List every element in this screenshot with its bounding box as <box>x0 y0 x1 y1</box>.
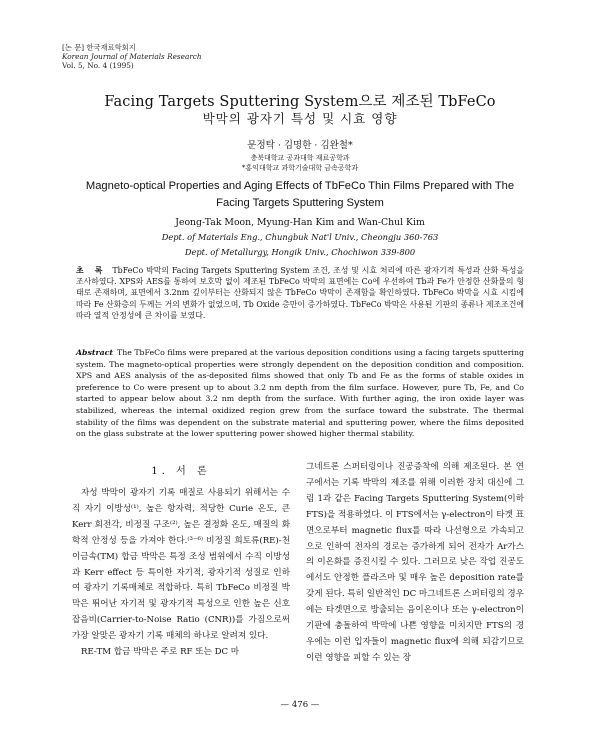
page-number: — 476 — <box>280 700 320 710</box>
abstract-ko-text: TbFeCo 박막의 Facing Targets Sputtering System 조건, 조성 및 시효 처리에 따른 광자기적 특성과 산화 특성을 조사하였다. XPS와 AES를 통하여 보호막 없이 제조된 TbFeCo 박막의 표면에는 Co에 우선하여 Tb과 Fe가 안정한 산화물의 형태로 존재하며, 표면에서 3.2nm 깊이부터는 산화되지 않은 TbFeCo 박막이 존재함을 확인하였다. TbFeCo 박막을 시효 시킴에 따라 Fe 산화층의 두께는 거의 변화가 없었으며, Tb Oxide 층만이 증가하였다. TbFeCo 박막은 사용된 기판의 종류나 제조조건에 따라 열적 안정성에 큰 차이를 보였다. <box>76 266 524 320</box>
authors-ko: 문정탁 · 김명한 · 김완철* <box>247 140 353 151</box>
abstract-ko-label: 초 록 <box>76 266 107 275</box>
affiliation-ko-2: *홍익대학교 과학기술대학 금속공학과 <box>241 164 359 172</box>
title-en: Magneto-optical Properties and Aging Effects of TbFeCo Thin Films Prepared with The Facing Targets Sputtering System <box>85 180 515 209</box>
abstract-en-text: The TbFeCo films were prepared at the various deposition conditions using a facing targets sputtering system. The magneto-optical properties were strongly dependent on the deposition condition and composition. XPS and AES analysis of the as-deposited films showed that only Tb and Fe as the forms of stable oxides in preference to Co were present up to about 3.2 nm depth from the film surface. However, pure Tb, Fe, and Co started to appear below about 3.2 nm depth from the surface. With further aging, the iron oxide layer was stabilized, whereas the internal oxidized region grew from the surface toward the substrate. The thermal stability of the films was dependent on the substrate material and sputtering power, where the films deposited on the glass substrate at the lower sputtering power showed higher thermal stability. <box>76 348 524 439</box>
title-ko-line1: Facing Targets Sputtering System으로 제조된 TbFeCo <box>104 94 496 110</box>
journal-volume: Vol. 5, No. 4 (1995) <box>62 61 134 70</box>
right-column <box>306 460 524 667</box>
left-column <box>72 486 290 661</box>
journal-name-en: Korean Journal of Materials Research <box>62 52 202 61</box>
title-ko-line2: 박막의 광자기 특성 및 시효 영향 <box>202 111 398 126</box>
left-paragraph-2: RE-TM 합금 박막은 주로 RF 또는 DC 마 <box>81 647 240 658</box>
journal-header <box>62 43 202 70</box>
section-heading-introduction: 1. 서 론 <box>151 466 211 477</box>
right-paragraph: 그네트론 스퍼터링이나 진공증착에 의해 제조된다. 본 연구에서는 기록 박막의 제조를 위해 이러한 장치 대신에 그림 1과 같은 Facing Targets Sputtering System(이하 FTS)을 적용하였다. 이 FTS에서는 γ-electron이 타겟 표면으로부터 magnetic flux를 따라 나선형으로 가속되고 으로 인하여 전자의 경로는 증가하게 되어 전자가 Ar가스의 이온화를 증진시킬 수 있다. 그러므로 낮은 작업 진공도에서도 안정한 플라즈마 및 매우 높은 deposition rate를 갖게 된다. 특히 일반적인 DC 마그네트론 스퍼터링의 경우에는 타겟면으로 방출되는 음이온이나 또는 γ-electron이 기판에 충돌하여 박막에 나쁜 영향을 미치지만 FTS의 경우에는 이런 입자들이 magnetic flux에 의해 되감기므로 이런 영향을 피할 수 있는 장 <box>306 462 524 663</box>
affiliation-en-2: Dept. of Metallurgy, Hongik Univ., Chochiwon 339-800 <box>184 247 416 257</box>
affiliations-ko <box>0 153 600 173</box>
authors-en: Jeong-Tak Moon, Myung-Han Kim and Wan-Chul Kim <box>175 217 425 228</box>
abstract-ko <box>76 265 524 321</box>
left-paragraph-1: 자성 박막이 광자기 기록 매질로 사용되기 위해서는 수직 자기 이방성⁽¹⁾, 높은 항자력, 적당한 Curie 온도, 큰 Kerr 회전각, 비정질 구조⁽²⁾, 높은 결정화 온도, 매질의 화학적 안정성 등을 가져야 한다.⁽³⁻⁶⁾ 비정질 희토류(RE)-천이금속(TM) 합금 박막은 특정 조성 범위에서 수직 이방성과 Kerr effect 등 특이한 자기적, 광자기적 성질로 인하여 광자기 기록매체로 적합하다. 특히 TbFeCo 비정질 박막은 뛰어난 자기적 및 광자기적 특성으로 인한 높은 신호잡음비(Carrier-to-Noise Ratio (CNR))를 가짐으로써 가장 알맞은 광자기 기록 매체의 하나로 알려져 있다. <box>72 488 290 642</box>
abstract-en <box>76 347 524 440</box>
abstract-en-label: Abstract <box>76 348 114 357</box>
journal-name-ko: [논 문] 한국재료학회지 <box>62 43 136 52</box>
affiliation-en-1: Dept. of Materials Eng., Chungbuk Nat'l Univ., Cheongju 360-763 <box>161 232 439 242</box>
affiliation-ko-1: 충북대학교 공과대학 재료공학과 <box>250 154 350 162</box>
